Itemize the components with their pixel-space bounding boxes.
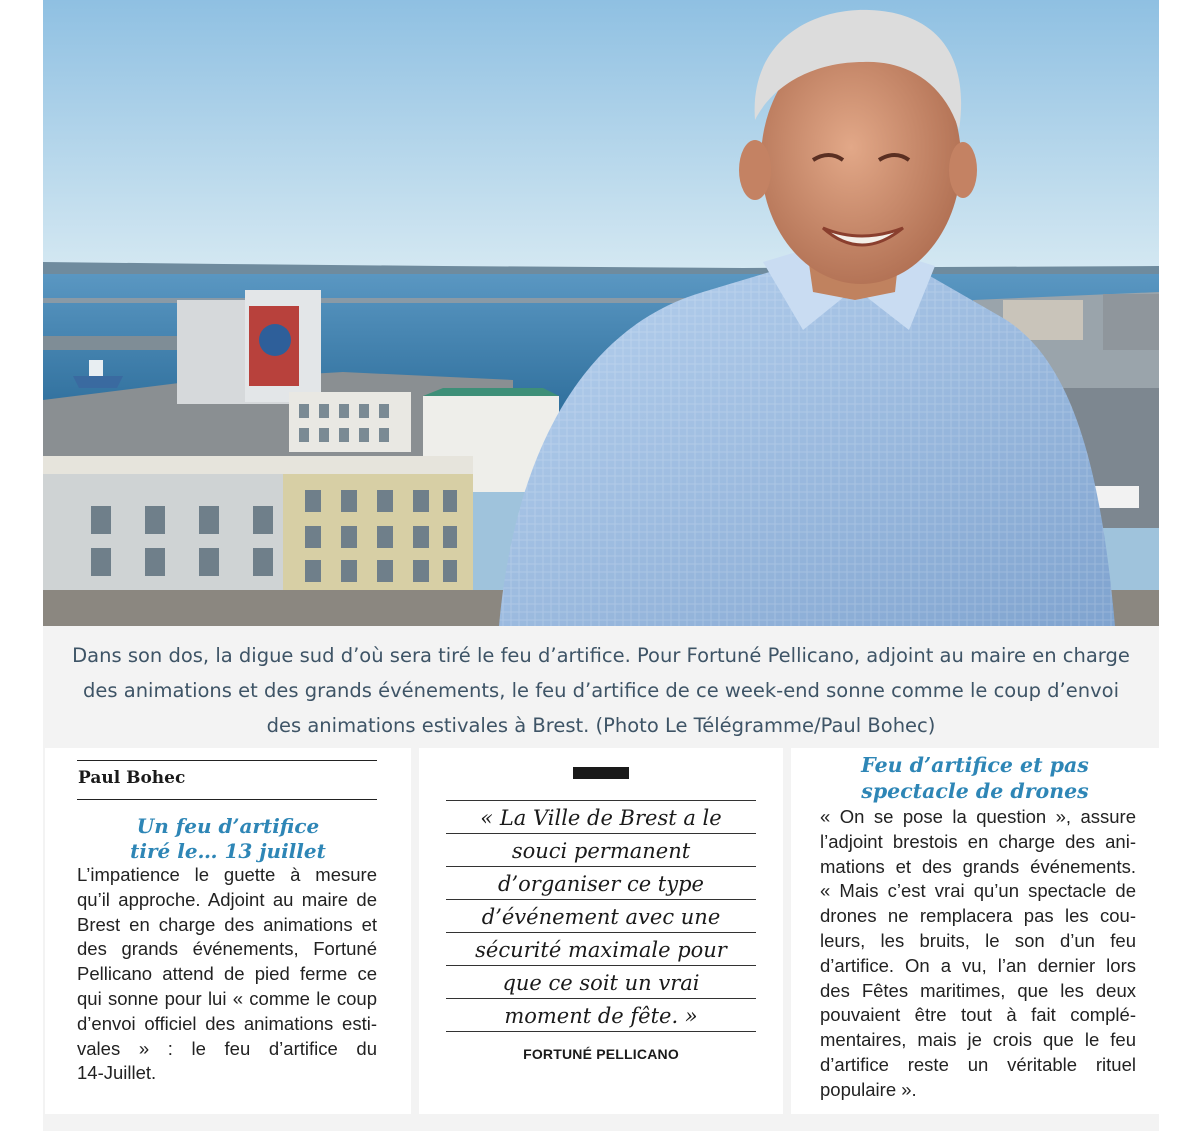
byline-rule-bottom <box>77 799 377 800</box>
harbour-portrait-image <box>43 0 1159 626</box>
body-line: d’artifice reste un véritable rituel <box>820 1053 1136 1075</box>
body-line: mentaires, mais je crois que le feu <box>820 1029 1136 1051</box>
pull-quote <box>446 800 756 1032</box>
quote-author: FORTUNÉ PELLICANO <box>523 1046 679 1062</box>
body-line: mations et des grands événements. <box>820 855 1136 877</box>
caption-line: des animations estivales à Brest. (Photo Le Télégramme/Paul Bohec) <box>266 714 936 737</box>
author-byline: Paul Bohec <box>78 768 186 788</box>
article-column-3 <box>791 748 1159 1114</box>
quote-bar <box>573 767 629 779</box>
body-line: drones ne remplacera pas les cou- <box>820 905 1136 927</box>
article-body <box>820 805 1136 1103</box>
body-line: 14-Juillet. <box>77 1062 157 1084</box>
body-line: vales » : le feu d’artifice du <box>77 1037 377 1059</box>
quote-line: d’événement avec une <box>446 899 756 932</box>
body-line: Pellicano attend de pied ferme ce <box>77 963 377 985</box>
body-line: « Mais c’est vrai qu’un spectacle de <box>820 880 1136 902</box>
quote-line: que ce soit un vrai <box>446 965 756 998</box>
body-line: des Fêtes maritimes, que les deux <box>820 979 1136 1001</box>
article-body <box>77 863 377 1086</box>
quote-line: d’organiser ce type <box>446 866 756 899</box>
byline-rule-top <box>77 760 377 761</box>
quote-line: sécurité maximale pour <box>446 932 756 965</box>
body-line: d’artifice. On a vu, l’an dernier lors <box>820 954 1136 976</box>
headline-line: tiré le… 13 juillet <box>130 839 326 863</box>
newspaper-clipping <box>43 0 1159 1131</box>
quote-line: « La Ville de Brest a le <box>446 800 756 833</box>
caption-line: Dans son dos, la digue sud d’où sera tiré le feu d’artifice. Pour Fortuné Pellicano, adjoint au maire en charge <box>72 644 1130 667</box>
body-line: des grands événements, Fortuné <box>77 938 377 960</box>
article-headline <box>811 752 1139 804</box>
body-line: L’impatience le guette à mesure <box>77 864 377 885</box>
body-line: qu’il approche. Adjoint au maire de <box>77 888 377 910</box>
body-line: d’envoi officiel des animations esti- <box>77 1012 377 1034</box>
body-line: leurs, les bruits, le son d’un feu <box>820 929 1136 951</box>
article-column-1 <box>45 748 411 1114</box>
body-line: Brest en charge des animations et <box>77 913 377 935</box>
body-line: qui sonne pour lui « comme le coup <box>77 987 377 1009</box>
pull-quote-column <box>419 748 783 1114</box>
headline-line: Feu d’artifice et pas <box>861 753 1089 777</box>
article-headline <box>75 814 381 864</box>
body-line: l’adjoint brestois en charge des ani- <box>820 830 1136 852</box>
quote-line: souci permanent <box>446 833 756 866</box>
headline-line: Un feu d’artifice <box>136 814 320 838</box>
article-photo <box>43 0 1159 626</box>
body-line: pouvaient être tout à fait complé- <box>820 1004 1136 1026</box>
body-line: populaire ». <box>820 1078 917 1100</box>
headline-line: spectacle de drones <box>861 779 1089 803</box>
caption-line: des animations et des grands événements, le feu d’artifice de ce week-end sonne comme le coup d’envoi <box>83 679 1119 702</box>
body-line: « On se pose la question », assure <box>820 806 1136 827</box>
photo-caption <box>43 638 1159 743</box>
quote-line: moment de fête. » <box>446 998 756 1032</box>
